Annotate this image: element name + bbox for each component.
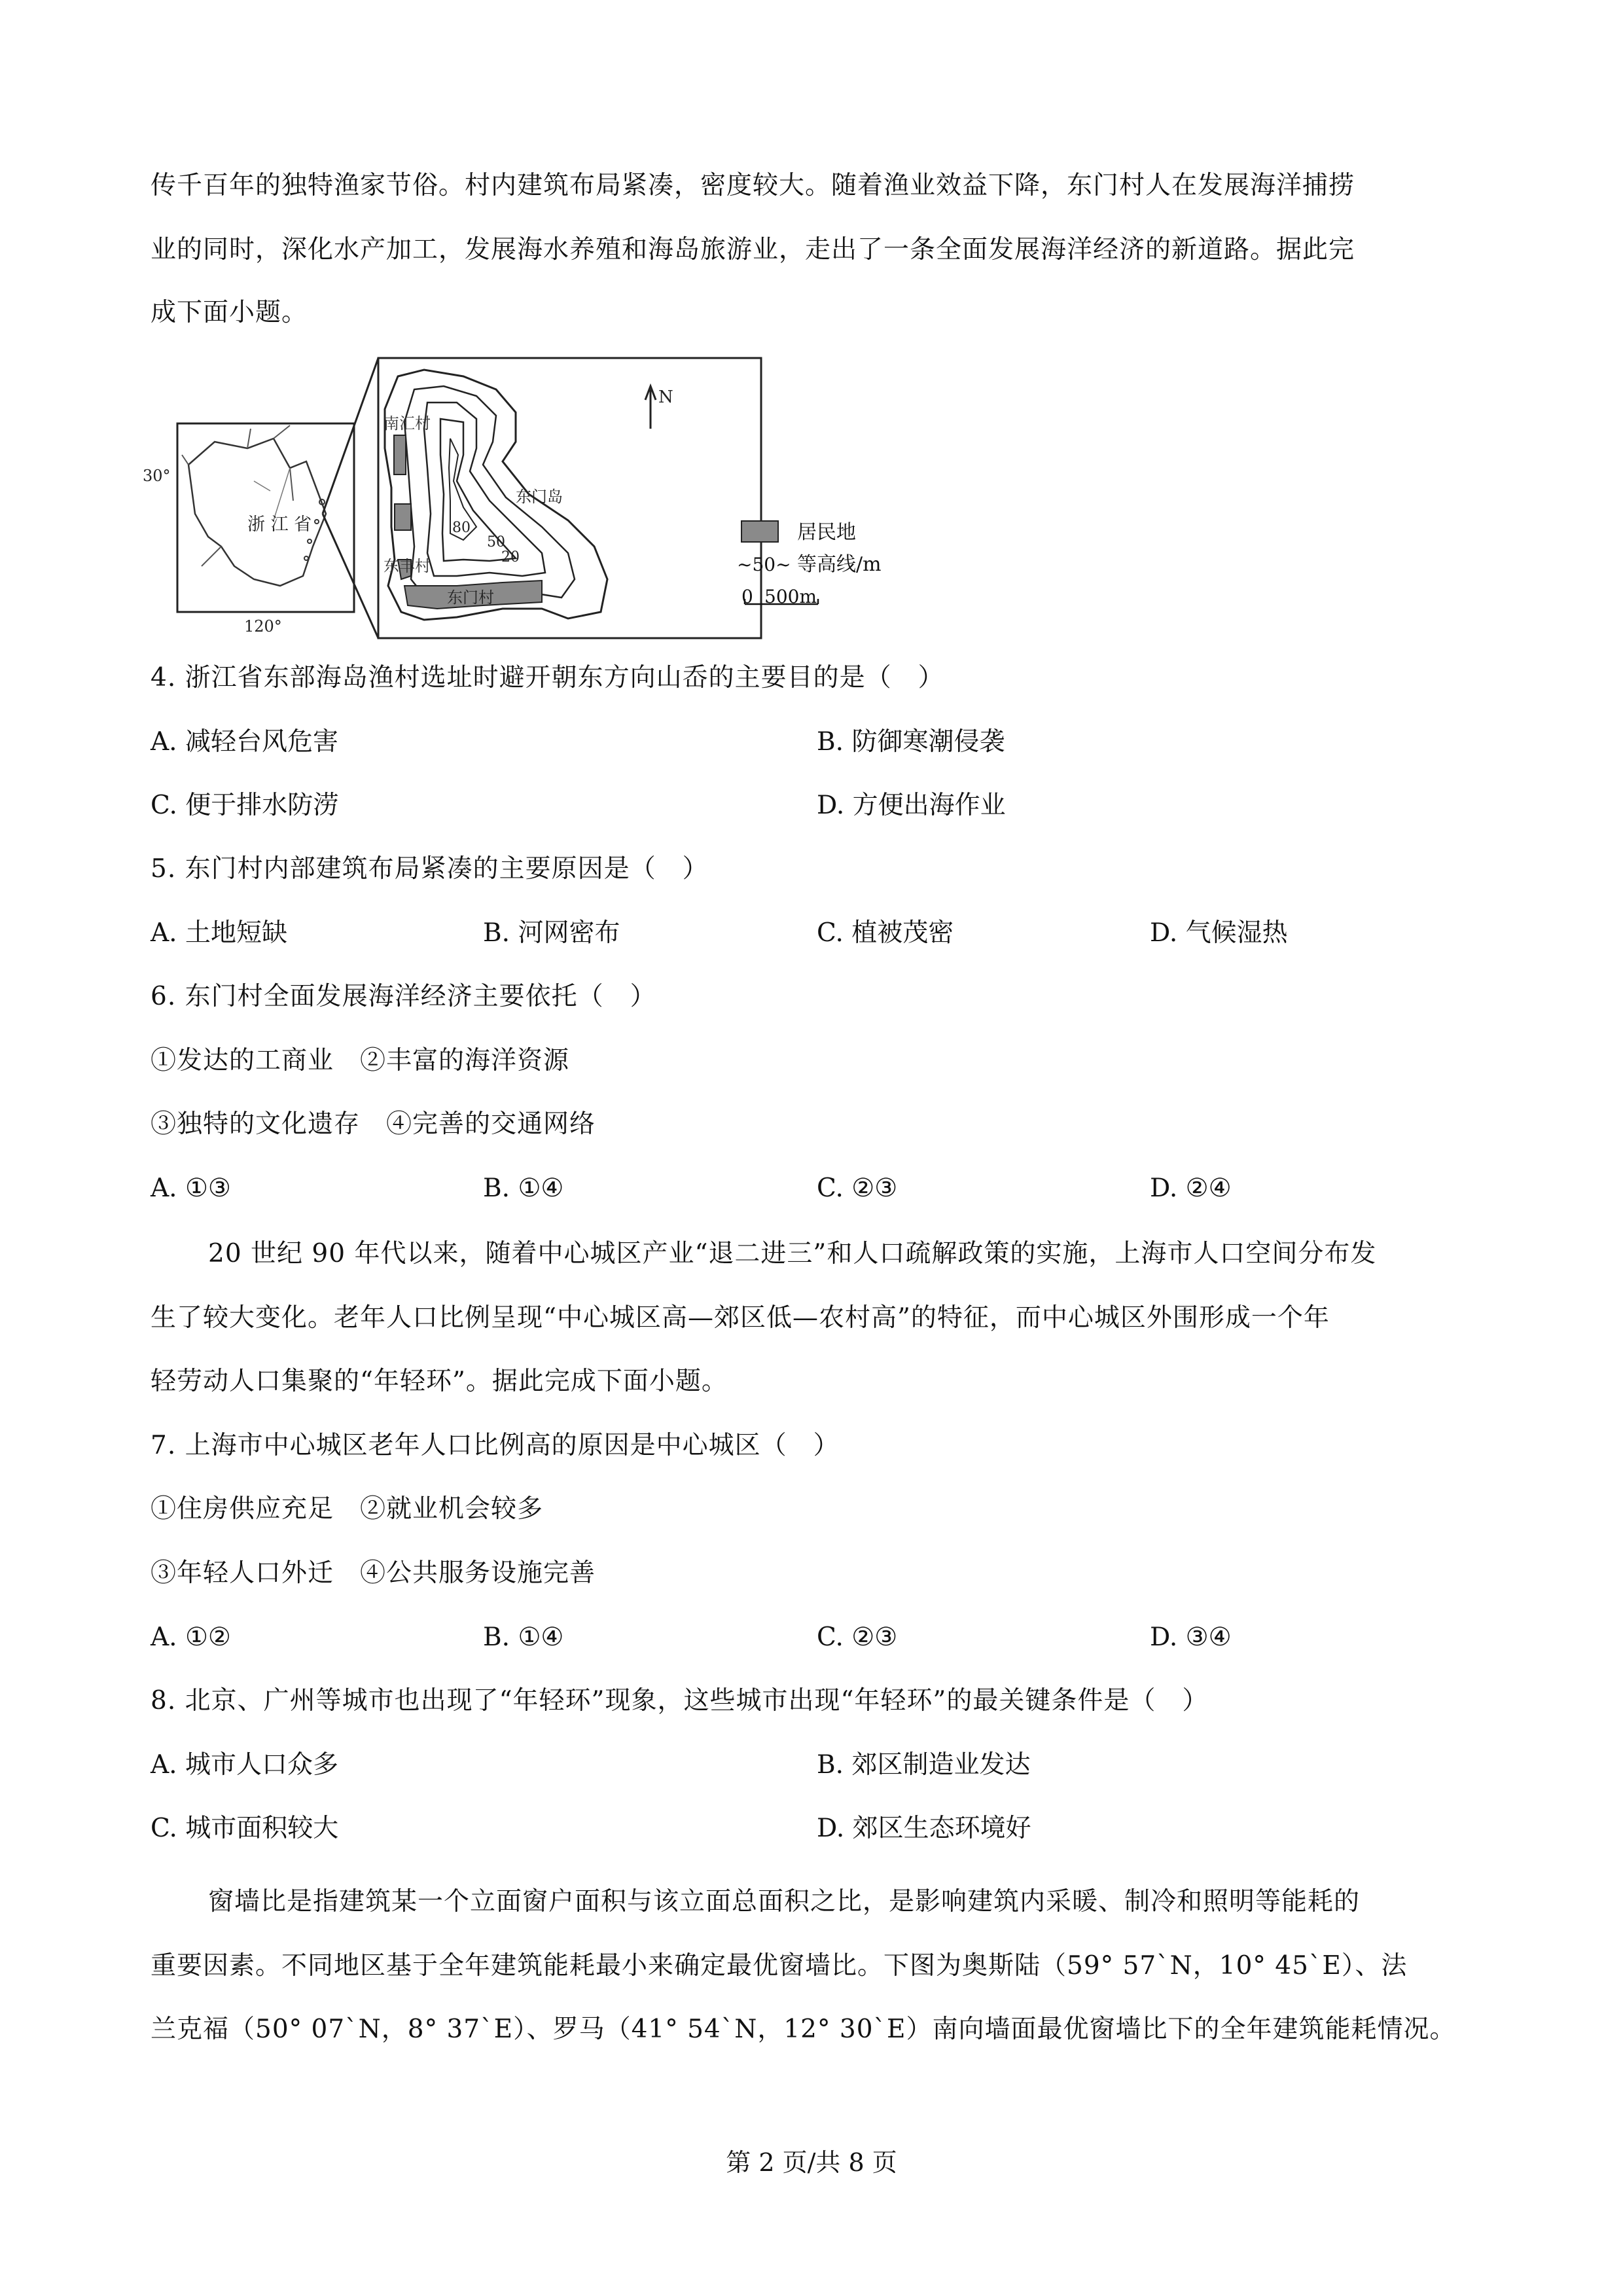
question-8-option-a[interactable]: A. 城市人口众多 xyxy=(151,1750,338,1780)
question-5-option-a[interactable]: A. 土地短缺 xyxy=(151,918,287,948)
question-8-option-c[interactable]: C. 城市面积较大 xyxy=(151,1814,339,1843)
legend-residential-swatch xyxy=(741,521,778,542)
intro-line-1: 传千百年的独特渔家节俗。村内建筑布局紧凑，密度较大。随着渔业效益下降，东门村人在发展海洋捕捞 xyxy=(151,171,1355,200)
question-7-item-line-1: ①住房供应充足 ②就业机会较多 xyxy=(151,1494,544,1524)
question-6-item-line-2: ③独特的文化遗存 ④完善的交通网络 xyxy=(151,1109,596,1139)
passage-3-line-3: 兰克福（50° 07`N，8° 37`E）、罗马（41° 54`N，12° 30`E）南向墙面最优窗墙比下的全年建筑能耗情况。 xyxy=(151,2015,1456,2044)
legend-contour-symbol: ~50~ xyxy=(737,554,791,575)
question-6-item-line-1: ①发达的工商业 ②丰富的海洋资源 xyxy=(151,1046,570,1075)
contour-value-80: 80 xyxy=(452,520,471,536)
question-4-option-a[interactable]: A. 减轻台风危害 xyxy=(151,727,338,757)
question-4-option-d[interactable]: D. 方便出海作业 xyxy=(817,791,1006,820)
intro-line-3: 成下面小题。 xyxy=(151,298,308,327)
province-label: 浙 江 省 xyxy=(247,514,312,535)
question-4-option-c[interactable]: C. 便于排水防涝 xyxy=(151,791,339,820)
question-6-option-b[interactable]: B. ①④ xyxy=(483,1174,564,1203)
scale-zero: 0 xyxy=(741,586,753,607)
north-label: N xyxy=(658,387,673,407)
question-5-stem: 5. 东门村内部建筑布局紧凑的主要原因是（ ） xyxy=(151,854,709,884)
question-7-option-c[interactable]: C. ②③ xyxy=(817,1623,898,1652)
legend-contour: 等高线/m xyxy=(797,553,882,576)
contour-value-50: 50 xyxy=(487,534,505,550)
question-6-option-a[interactable]: A. ①③ xyxy=(151,1174,231,1203)
lon-label: 120° xyxy=(244,617,282,636)
question-6-option-c[interactable]: C. ②③ xyxy=(817,1174,898,1203)
question-5-option-c[interactable]: C. 植被茂密 xyxy=(817,918,954,948)
question-8-option-d[interactable]: D. 郊区生态环境好 xyxy=(817,1814,1031,1843)
dongmen-island-map xyxy=(143,350,935,645)
village-label-dongmen: 东门村 xyxy=(447,588,494,607)
intro-line-2: 业的同时，深化水产加工，发展海水养殖和海岛旅游业，走出了一条全面发展海洋经济的新道路。据此完 xyxy=(151,235,1355,264)
page-footer: 第 2 页/共 8 页 xyxy=(726,2148,897,2177)
legend-residential: 居民地 xyxy=(797,521,856,544)
question-5-option-b[interactable]: B. 河网密布 xyxy=(483,918,620,948)
passage-2-line-1: 20 世纪 90 年代以来，随着中心城区产业“退二进三”和人口疏解政策的实施，上海市人口空间分布发 xyxy=(208,1239,1377,1268)
passage-2-line-3: 轻劳动人口集聚的“年轻环”。据此完成下面小题。 xyxy=(151,1367,728,1396)
question-8-stem: 8. 北京、广州等城市也出现了“年轻环”现象，这些城市出现“年轻环”的最关键条件是（ ） xyxy=(151,1686,1209,1715)
island-outline xyxy=(385,370,607,620)
question-8-option-b[interactable]: B. 郊区制造业发达 xyxy=(817,1750,1031,1780)
residential-nanhui xyxy=(394,435,406,475)
passage-3-line-2: 重要因素。不同地区基于全年建筑能耗最小来确定最优窗墙比。下图为奥斯陆（59° 57`N，10° 45`E）、法 xyxy=(151,1951,1408,1981)
question-6-option-d[interactable]: D. ②④ xyxy=(1150,1174,1232,1203)
question-4-option-b[interactable]: B. 防御寒潮侵袭 xyxy=(817,727,1005,757)
question-6-stem: 6. 东门村全面发展海洋经济主要依托（ ） xyxy=(151,982,656,1011)
question-7-stem: 7. 上海市中心城区老年人口比例高的原因是中心城区（ ） xyxy=(151,1431,840,1460)
island-label: 东门岛 xyxy=(516,488,563,506)
residential-nanhui-2 xyxy=(395,504,411,530)
question-7-option-b[interactable]: B. ①④ xyxy=(483,1623,564,1652)
village-label-nanhui: 南汇村 xyxy=(383,414,431,433)
question-7-item-line-2: ③年轻人口外迁 ④公共服务设施完善 xyxy=(151,1558,596,1588)
question-5-option-d[interactable]: D. 气候湿热 xyxy=(1150,918,1288,948)
lat-label: 30° xyxy=(143,467,171,485)
question-7-option-d[interactable]: D. ③④ xyxy=(1150,1623,1232,1652)
village-label-dongfeng: 东丰村 xyxy=(383,557,431,575)
passage-2-line-2: 生了较大变化。老年人口比例呈现“中心城区高—郊区低—农村高”的特征，而中心城区外围形成一个年 xyxy=(151,1303,1330,1333)
contour-value-20: 20 xyxy=(501,549,520,565)
question-7-option-a[interactable]: A. ①② xyxy=(151,1623,231,1652)
zhejiang-outline xyxy=(188,439,326,586)
question-4-stem: 4. 浙江省东部海岛渔村选址时避开朝东方向山岙的主要目的是（ ） xyxy=(151,663,944,692)
passage-3-line-1: 窗墙比是指建筑某一个立面窗户面积与该立面总面积之比，是影响建筑内采暖、制冷和照明等能耗的 xyxy=(208,1887,1361,1916)
scale-value: 500m xyxy=(764,586,817,607)
